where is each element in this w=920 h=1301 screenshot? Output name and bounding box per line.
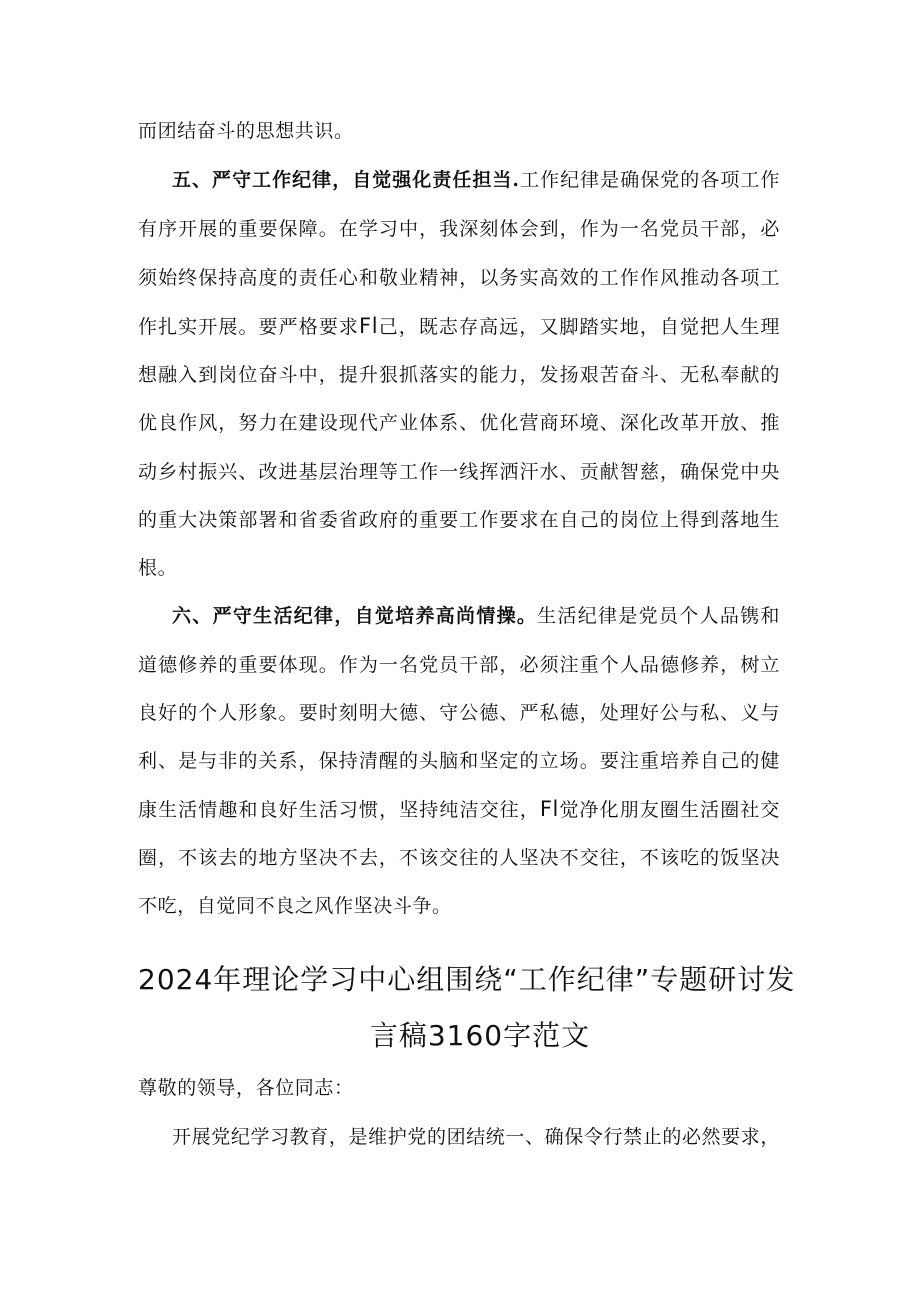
paragraph-line: 优良作风，努力在建设现代产业体系、优化营商环境、深化改革开放、推 bbox=[138, 412, 780, 434]
ocr-glyph: Fl bbox=[359, 314, 379, 338]
paragraph-line: 而团结奋斗的思想共识。 bbox=[138, 120, 354, 142]
paragraph-text: 觉净化朋友圈生活圈社交 bbox=[558, 799, 780, 821]
paragraph-line: 道德修养的重要体现。作为一名党员干部，必须注重个人品德修养，树立 bbox=[138, 654, 780, 676]
section-heading-six: 六、严守生活纪律，自觉培养高尚情操。 bbox=[172, 605, 538, 627]
paragraph-line bbox=[138, 314, 780, 339]
paragraph-text: 工作纪律是确保党的各项工作 bbox=[519, 169, 780, 191]
paragraph-line: 动乡村振兴、改进基层治理等工作一线挥洒汗水、贡献智慈，确保党中央 bbox=[138, 461, 780, 483]
paragraph-text: 己，既志存高远，又脚踏实地，自觉把人生理 bbox=[378, 316, 780, 338]
paragraph-line: 利、是与非的关系，保持清醒的头脑和坚定的立场。要注重培养自己的健 bbox=[138, 750, 780, 772]
paragraph-text: 康生活情趣和良好生活习惯，坚持纯洁交往， bbox=[138, 799, 540, 821]
paragraph-line: 想融入到岗位奋斗中，提升狠抓落实的能力，发扬艰苦奋斗、无私奉献的 bbox=[138, 364, 780, 386]
salutation: 尊敬的领导，各位同志： bbox=[138, 1077, 354, 1099]
paragraph-line bbox=[138, 797, 780, 822]
document-title-line-2: 言稿3160字范文 bbox=[369, 1019, 591, 1052]
paragraph-line: 不吃，自觉同不良之风作坚决斗争。 bbox=[138, 895, 452, 917]
opening-paragraph-line: 开展党纪学习教育，是维护党的团结统一、确保令行禁止的必然要求， bbox=[172, 1126, 780, 1148]
document-title-line-1: 2024年理论学习中心组围绕“工作纪律”专题研讨发 bbox=[138, 963, 796, 996]
paragraph-line: 圈，不该去的地方坚决不去，不该交往的人坚决不交往，不该吃的饭坚决 bbox=[138, 847, 780, 869]
paragraph-line: 的重大决策部署和省委省政府的重要工作要求在自己的岗位上得到落地生 bbox=[138, 509, 780, 531]
paragraph-text: 作扎实开展。要严格要求 bbox=[138, 316, 360, 338]
paragraph-line bbox=[172, 168, 780, 192]
paragraph-line: 良好的个人形象。要时刻明大德、守公德、严私德，处理好公与私、义与 bbox=[138, 702, 780, 724]
paragraph-line: 有序开展的重要保障。在学习中，我深刻体会到，作为一名党员干部，必 bbox=[138, 218, 780, 240]
paragraph-text: 生活纪律是党员个人品镌和 bbox=[537, 605, 780, 627]
section-heading-five: 五、严守工作纪律，自觉强化责任担当. bbox=[172, 169, 520, 191]
paragraph-line bbox=[172, 604, 780, 628]
paragraph-line: 须始终保持高度的责任心和敬业精神，以务实高效的工作作风推动各项工 bbox=[138, 267, 780, 289]
ocr-glyph: Fl bbox=[539, 797, 559, 821]
paragraph-line: 根。 bbox=[138, 557, 178, 579]
